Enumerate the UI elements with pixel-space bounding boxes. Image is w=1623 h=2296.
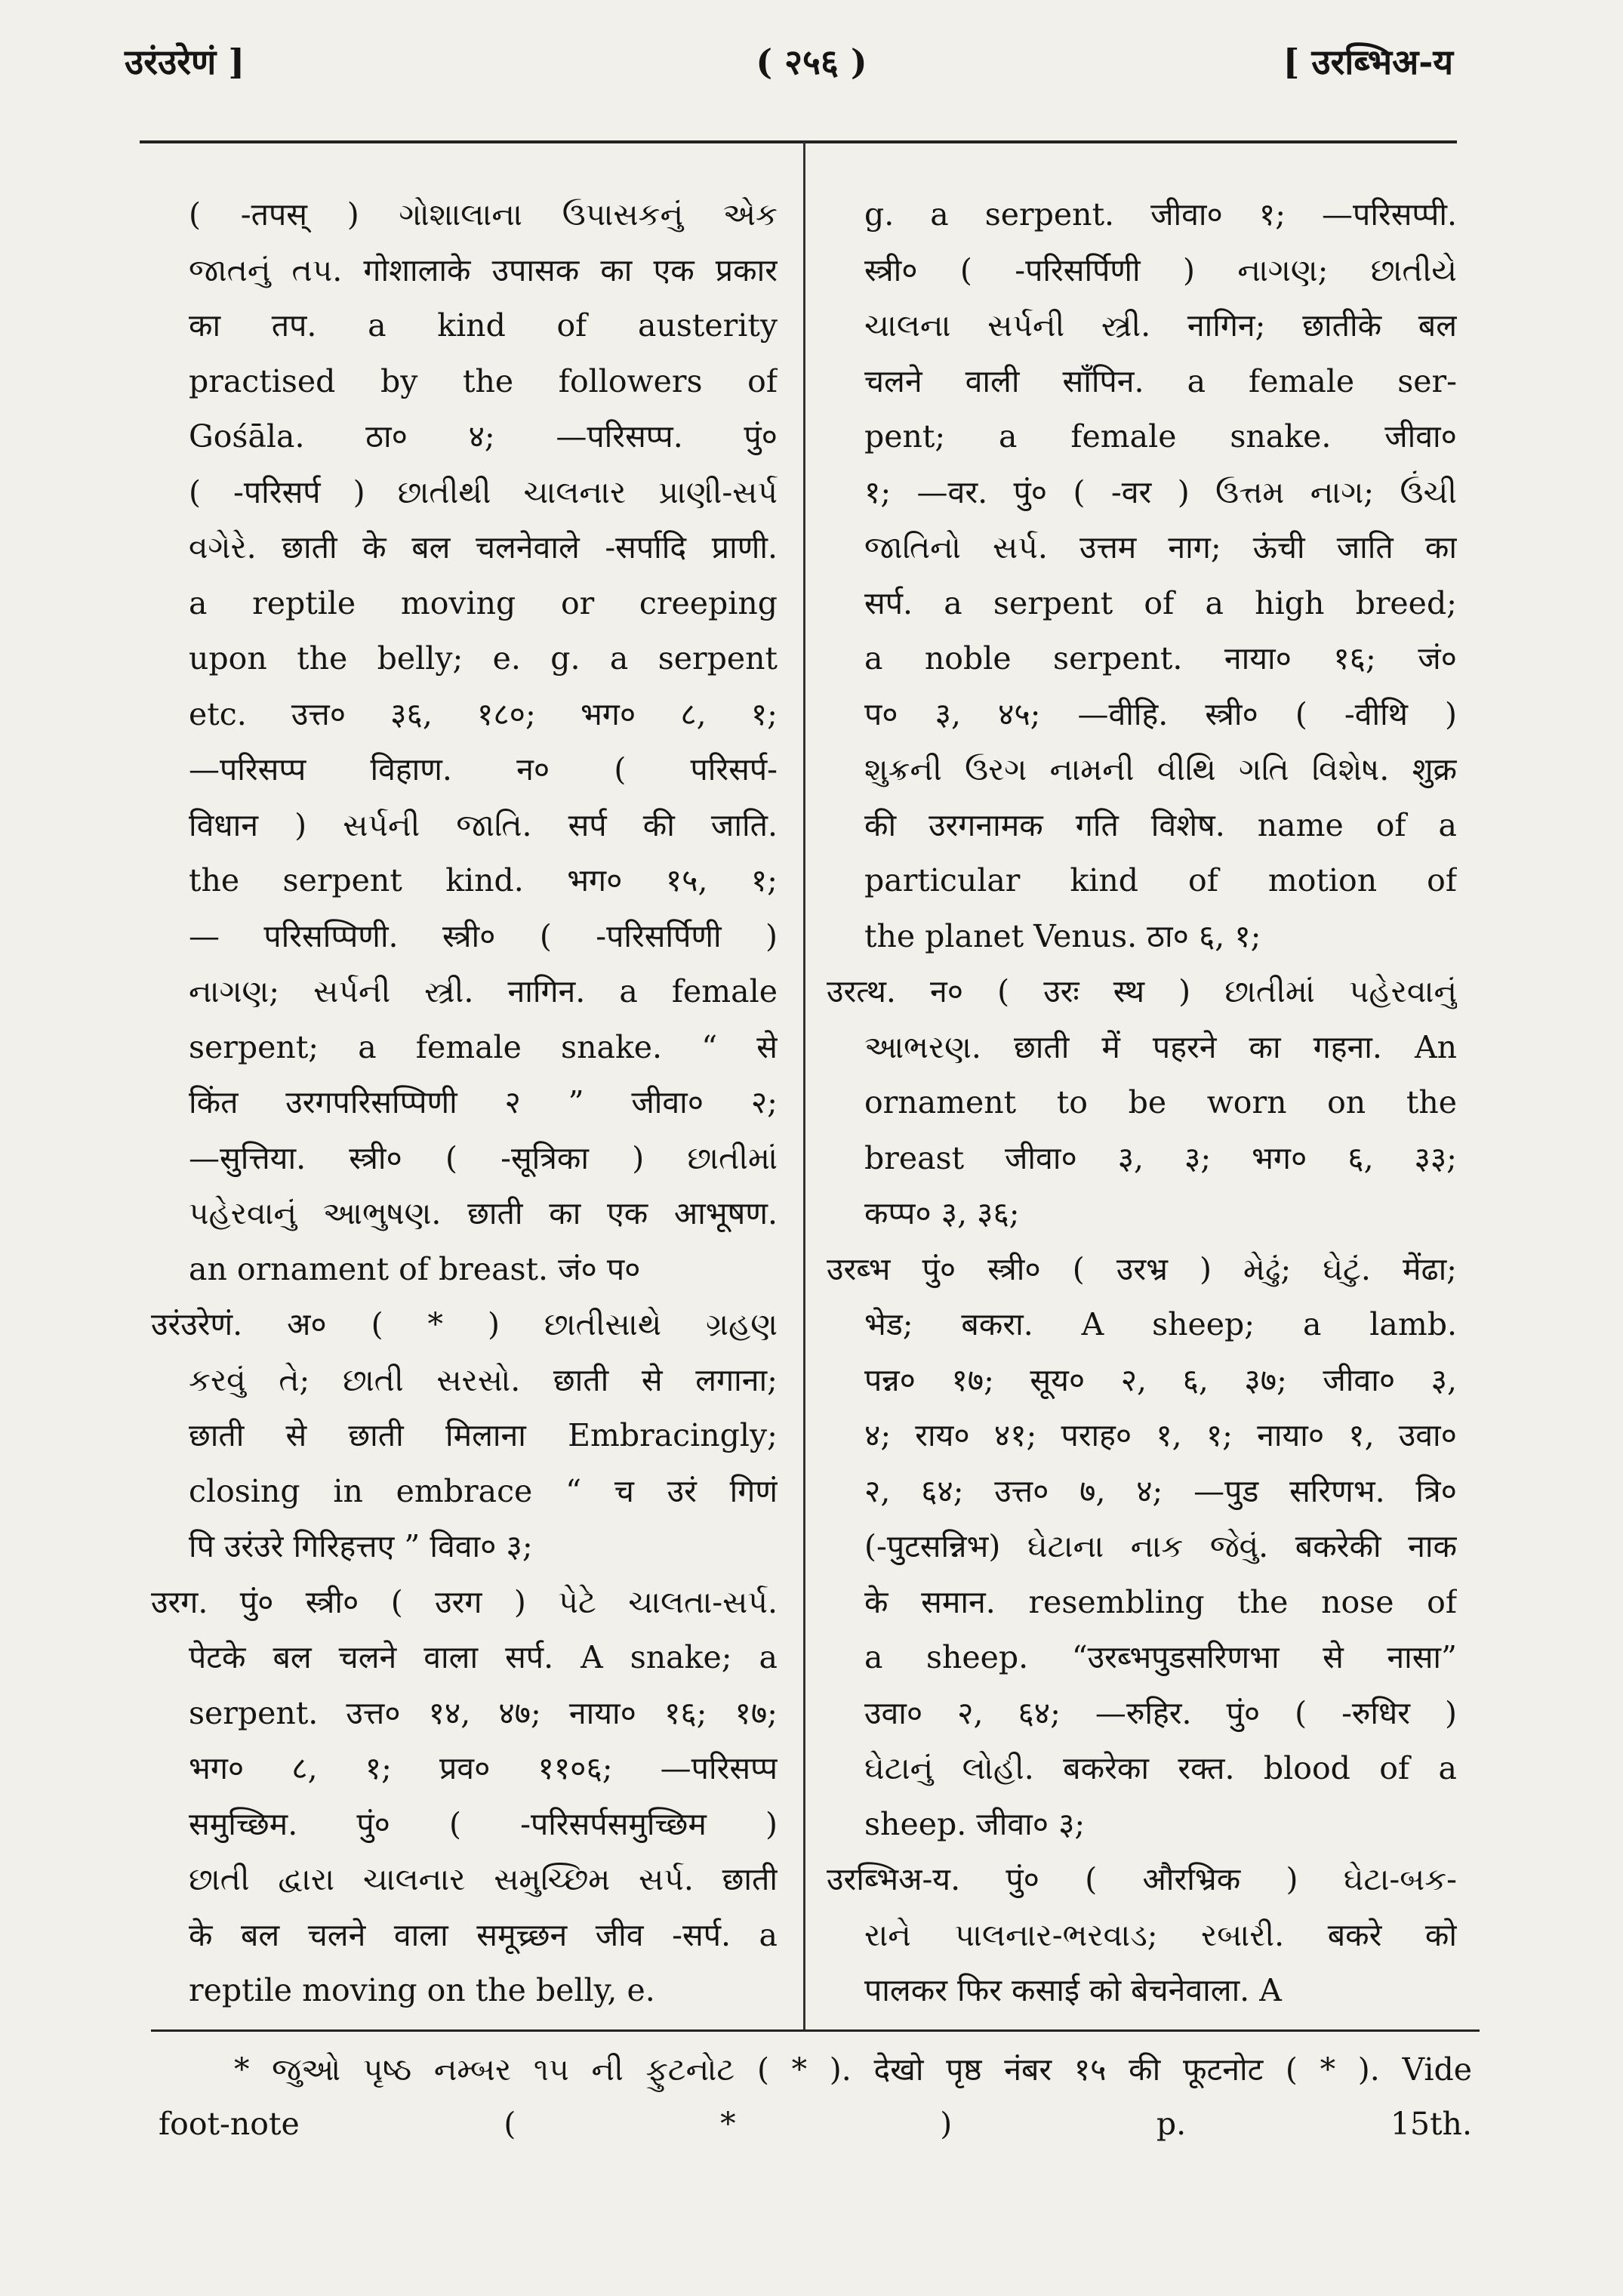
text-line: छाती से छाती मिलाना Embracingly; bbox=[189, 1417, 778, 1453]
entry-continuation bbox=[151, 187, 778, 1297]
left-column bbox=[151, 187, 778, 2019]
text-line: a sheep. “उरब्भपुडसरिणभा से नासा” bbox=[864, 1639, 1457, 1675]
header-rule bbox=[140, 140, 1457, 143]
text-line: ( -तपस् ) ગોશાલાના ઉપાસકનું એક bbox=[189, 196, 778, 233]
text-line: समुच्छिम. पुं० ( -परिसर्पसमुच्छिम ) bbox=[189, 1805, 778, 1842]
text-line: જાતનું તપ. गोशालाके उपासक का एक प्रकार bbox=[189, 251, 778, 288]
text-line: a reptile moving or creeping bbox=[189, 584, 778, 621]
text-line: चलने वाली साँपिन. a female ser- bbox=[864, 362, 1457, 399]
text-line: —परिसप्प विहाण. न० ( परिसर्प- bbox=[189, 751, 778, 787]
text-line: g. a serpent. जीवा० १; —परिसप्पी. bbox=[864, 196, 1457, 233]
text-line: the planet Venus. ठा० ६, १; bbox=[864, 917, 1261, 954]
text-line: उरत्थ. न० ( उरः स्थ ) છાતીમાં પહેરવાનું bbox=[827, 973, 1457, 1009]
dictionary-entry bbox=[151, 1297, 778, 1575]
text-line: Gośāla. ठा० ४; —परिसप्प. पुं० bbox=[189, 418, 778, 455]
text-line: નાગણ; સર્પની સ્ત્રી. नागिन. a female bbox=[189, 973, 778, 1009]
text-line: (-पुटसन्निभ) ઘેટાના નાક જેવું. बकरेकी नाक bbox=[864, 1528, 1457, 1564]
text-line: — परिसप्पिणी. स्त्री० ( -परिसर्पिणी ) bbox=[189, 917, 778, 954]
text-line: किंत उरगपरिसप्पिणी २ ” जीवा० २; bbox=[189, 1084, 778, 1120]
footnote-rule bbox=[151, 2029, 1480, 2032]
text-line: practised by the followers of bbox=[189, 362, 778, 399]
text-line: ઘેટાનું લોહી. बकरेका रक्त. blood of a bbox=[864, 1750, 1457, 1786]
text-line: पि उरंउरे गिरिहत्तए ” विवा० ३; bbox=[189, 1528, 533, 1564]
text-line: के बल चलने वाला समूच्र्छन जीव -सर्प. a bbox=[189, 1916, 778, 1953]
text-line: उरब्भ पुं० स्त्री० ( उरभ्र ) મેઢું; ઘેટું. मेंढा; bbox=[827, 1250, 1457, 1287]
text-line: के समान. resembling the nose of bbox=[864, 1583, 1457, 1620]
text-line: पालकर फिर कसाई को बेचनेवाला. A bbox=[864, 1972, 1282, 2008]
text-line: सर्प. a serpent of a high breed; bbox=[864, 584, 1457, 621]
text-line: उरंउरेणं. अ० ( * ) છાતીસાથે ગ્રહણ bbox=[151, 1306, 778, 1342]
text-line: पन्न० १७; सूय० २, ६, ३७; जीवा० ३, bbox=[864, 1361, 1457, 1398]
dictionary-entry bbox=[827, 1242, 1457, 1853]
text-line: ચાલના સર્પની સ્ત્રી. नागिन; छातीके बल bbox=[864, 307, 1457, 344]
page-number: ( २५६ ) bbox=[756, 42, 867, 82]
text-line: જાતિનો સર્પ. उत्तम नाग; ऊंची जाति का bbox=[864, 529, 1457, 566]
text-line: भग० ८, १; प्रव० ११०६; —परिसप्प bbox=[189, 1750, 778, 1786]
text-line: उरब्भिअ-य. पुं० ( औरभ्रिक ) ઘેટા-બક- bbox=[827, 1861, 1457, 1897]
footnote-line: * જુઓ પૃષ્ઠ નમ્બર ૧૫ ની ફુટનોટ ( * ). देखो पृष्ठ नंबर १५ की फूटनोट ( * ). Vide bbox=[234, 2051, 1472, 2088]
text-line: ४; राय० ४१; पराह० १, १; नाया० १, उवा० bbox=[864, 1417, 1457, 1453]
text-line: ornament to be worn on the bbox=[864, 1084, 1457, 1120]
text-line: a noble serpent. नाया० १६; जं० bbox=[864, 640, 1457, 676]
text-line: etc. उत्त० ३६, १८०; भग० ८, १; bbox=[189, 695, 778, 732]
text-line: sheep. जीवा० ३; bbox=[864, 1805, 1086, 1842]
text-line: विधान ) સર્પની જાતિ. सर्प की जाति. bbox=[189, 806, 778, 843]
column-divider bbox=[803, 142, 805, 2029]
text-line: उवा० २, ६४; —रुहिर. पुं० ( -रुधिर ) bbox=[864, 1694, 1457, 1731]
footnote-line: foot-note ( * ) p. 15th. bbox=[159, 2106, 1472, 2142]
text-line: उरग. पुं० स्त्री० ( उरग ) પેટે ચાલતા-સર્પ. bbox=[151, 1583, 778, 1620]
text-line: the serpent kind. भग० १५, १; bbox=[189, 862, 778, 898]
text-line: स्त्री० ( -परिसर्पिणी ) નાગણ; છાતીયે bbox=[864, 251, 1457, 288]
text-line: serpent; a female snake. “ से bbox=[189, 1028, 778, 1065]
header-left-guideword: उरंउरेणं ] bbox=[125, 42, 245, 82]
text-line: pent; a female snake. जीवा० bbox=[864, 418, 1457, 455]
text-line: ( -परिसर्प ) છાતીથી ચાલનાર પ્રાણી-સર્પ bbox=[189, 473, 778, 510]
entry-continuation bbox=[827, 187, 1457, 964]
right-column bbox=[827, 187, 1457, 2019]
text-line: की उरगनामक गति विशेष. name of a bbox=[864, 806, 1457, 843]
text-line: serpent. उत्त० १४, ४७; नाया० १६; १७; bbox=[189, 1694, 778, 1731]
text-line: breast जीवा० ३, ३; भग० ६, ३३; bbox=[864, 1139, 1457, 1176]
text-line: શુક્રની ઉરગ નામની વીથિ ગતિ વિશેષ. शुक्र bbox=[864, 751, 1457, 787]
text-line: an ornament of breast. जं० प० bbox=[189, 1250, 641, 1287]
text-line: આભરણ. छाती में पहरने का गहना. An bbox=[864, 1028, 1457, 1065]
text-line: प० ३, ४५; —वीहि. स्त्री० ( -वीथि ) bbox=[864, 695, 1457, 732]
text-line: upon the belly; e. g. a serpent bbox=[189, 640, 778, 676]
dictionary-entry bbox=[827, 964, 1457, 1242]
text-line: १; —वर. पुं० ( -वर ) ઉત્તમ નાગ; ઉંચી bbox=[864, 473, 1457, 510]
dictionary-entry bbox=[827, 1852, 1457, 2019]
text-line: closing in embrace “ च उरं गिणं bbox=[189, 1472, 778, 1509]
text-line: રાને પાલનાર-ભરવાડ; રબારી. बकरे को bbox=[864, 1916, 1457, 1953]
dictionary-entry bbox=[151, 1575, 778, 2019]
footnote bbox=[159, 2042, 1472, 2151]
text-line: २, ६४; उत्त० ७, ४; —पुड सरिणभ. त्रि० bbox=[864, 1472, 1457, 1509]
text-line: कप्प० ३, ३६; bbox=[864, 1195, 1020, 1231]
text-line: —सुत्तिया. स्त्री० ( -सूत्रिका ) છાતીમાં bbox=[189, 1139, 778, 1176]
text-line: છાતી દ્વારા ચાલનાર સમુચ્છિમ સર્પ. छाती bbox=[189, 1861, 778, 1897]
header-right-guideword: [ उरब्भिअ-य bbox=[1283, 42, 1453, 82]
text-line: भेड; बकरा. A sheep; a lamb. bbox=[864, 1306, 1457, 1342]
text-line: પહેરવાનું આભુષણ. छाती का एक आभूषण. bbox=[189, 1195, 778, 1231]
text-line: पेटके बल चलने वाला सर्प. A snake; a bbox=[189, 1639, 778, 1675]
text-line: કરવું તે; છાતી સરસો. छाती से लगाना; bbox=[189, 1361, 778, 1398]
text-line: particular kind of motion of bbox=[864, 862, 1457, 898]
text-line: વગેરે. छाती के बल चलनेवाले -सर्पादि प्राणी. bbox=[189, 529, 778, 566]
text-line: का तप. a kind of austerity bbox=[189, 307, 778, 344]
text-line: reptile moving on the belly, e. bbox=[189, 1972, 655, 2008]
